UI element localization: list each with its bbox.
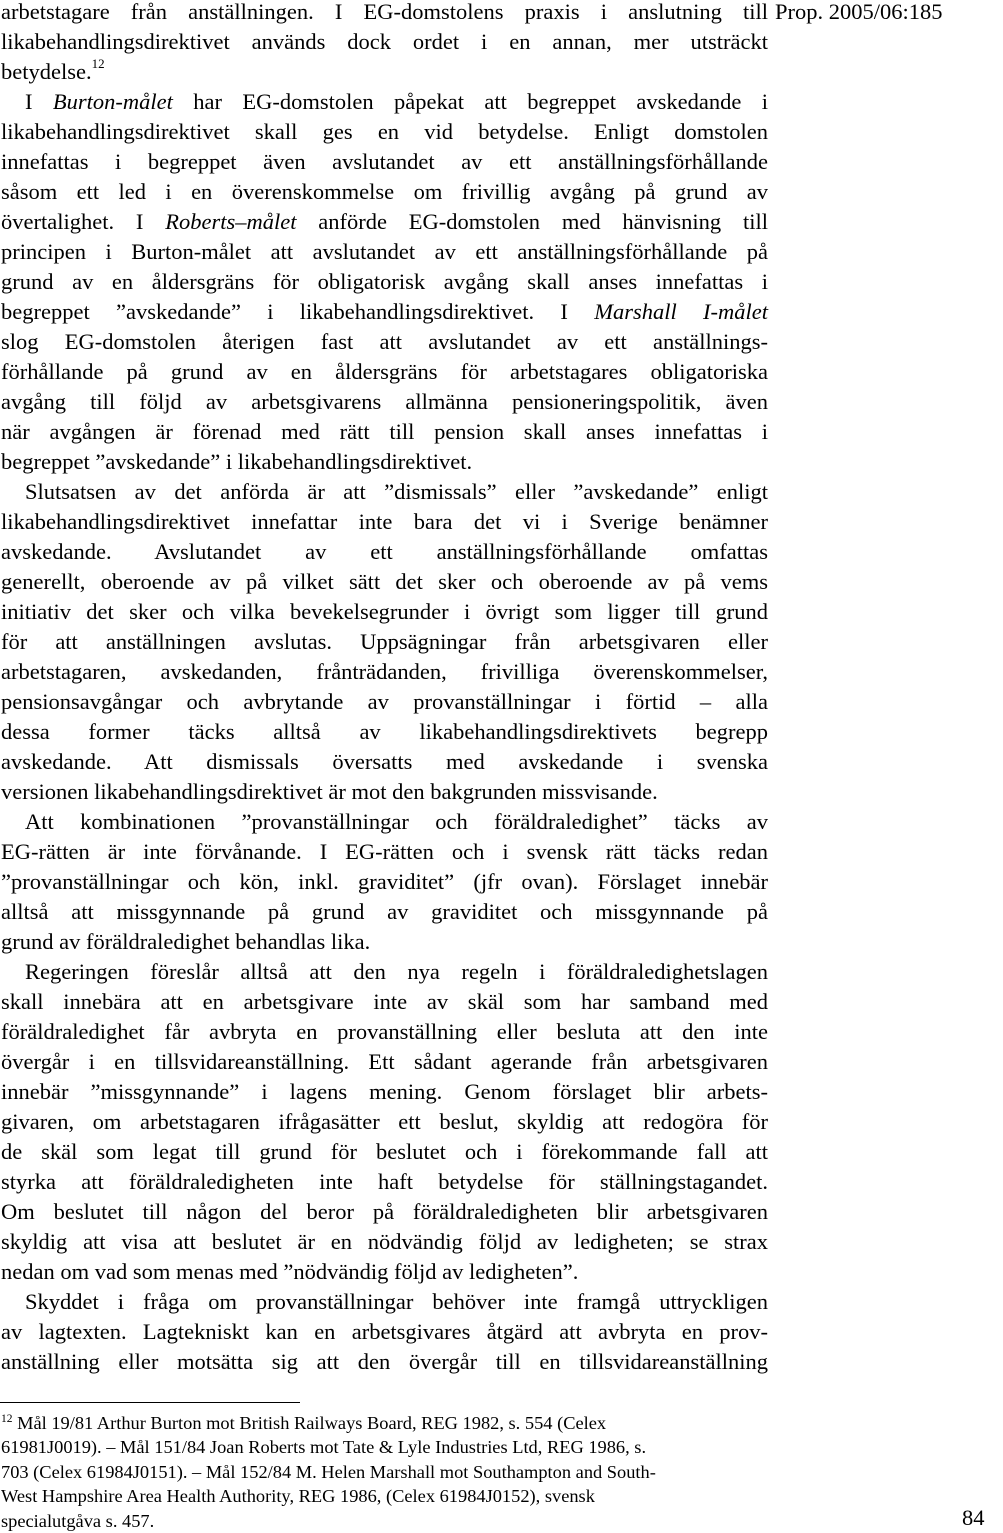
text-line: generellt, oberoende av på vilket sätt det sker och oberoende av på vems: [1, 569, 768, 594]
footnote-line: 703 (Celex 61984J0151). – Mål 152/84 M. Helen Marshall mot Southampton and South-: [1, 1461, 656, 1482]
footnote-number: 12: [1, 1413, 13, 1426]
text-line: för att anställningen avslutas. Uppsägningar från arbetsgivaren eller: [1, 629, 768, 654]
text-line: [1, 207, 768, 237]
text-line: principen i Burton-målet att avslutandet av ett anställningsförhållande på: [1, 239, 768, 264]
text-fragment: Mål 19/81 Arthur Burton mot British Railways Board, REG 1982, s. 554 (Celex: [17, 1413, 607, 1433]
footnote-line: [1, 1411, 761, 1435]
text-line: givaren, om arbetstagaren ifrågasätter ett beslut, skyldig att redogöra för: [1, 1109, 768, 1134]
text-line: Att kombinationen ”provanställningar och föräldraledighet” täcks av: [25, 809, 768, 834]
footnote-line: 61981J0019). – Mål 151/84 Joan Roberts mot Tate & Lyle Industries Ltd, REG 1986, s.: [1, 1437, 647, 1458]
footnote-reference[interactable]: 12: [91, 55, 105, 71]
text-line: såsom ett led i en överenskommelse om frivillig avgång på grund av: [1, 179, 768, 204]
text-line: övergår i en tillsvidareanställning. Ett sådant agerande från arbetsgivaren: [1, 1049, 768, 1074]
text-line: ”provanställningar och kön, inkl. graviditet” (jfr ovan). Förslaget innebär: [1, 869, 768, 894]
footnote-line: West Hampshire Area Health Authority, REG 1986, (Celex 61984J0152), svensk: [1, 1486, 595, 1507]
text-line: slog EG-domstolen återigen fast att avslutandet av ett anställnings-: [1, 329, 768, 354]
text-line: alltså att missgynnande på grund av graviditet och missgynnande på: [1, 899, 768, 924]
text-line: Slutsatsen av det anförda är att ”dismissals” eller ”avskedande” enligt: [25, 479, 768, 504]
text-line: nedan om vad som menas med ”nödvändig följd av ledigheten”.: [1, 1259, 579, 1284]
text-line: skyldig att visa att beslutet är en nödvändig följd av ledigheten; se strax: [1, 1229, 768, 1254]
text-line: Om beslutet till någon del beror på föräldraledigheten blir arbetsgivaren: [1, 1199, 768, 1224]
text-line: likabehandlingsdirektivet innefattar inte bara det vi i Sverige benämner: [1, 509, 768, 534]
text-line: de skäl som legat till grund för beslutet och i förekommande fall att: [1, 1139, 768, 1164]
text-line: av lagtexten. Lagtekniskt kan en arbetsgivares åtgärd att avbryta en prov-: [1, 1319, 768, 1344]
text-fragment: har EG-domstolen påpekat att begreppet avskedande i: [172, 89, 768, 114]
case-name: Marshall I-målet: [594, 299, 768, 324]
text-line: likabehandlingsdirektivet skall ges en vid betydelse. Enligt domstolen: [1, 119, 768, 144]
text-fragment: begreppet ”avskedande” i likabehandlingsdirektivet. I: [1, 299, 595, 324]
text-line: arbetstagare från anställningen. I EG-domstolens praxis i anslutning till: [1, 0, 768, 24]
text-line: förhållande på grund av en åldersgräns för arbetstagares obligatoriska: [1, 359, 768, 384]
footnotes: [1, 1411, 761, 1533]
footnote-separator: [0, 1402, 300, 1403]
text-line: EG-rätten är inte förvånande. I EG-rätten och i svensk rätt täcks redan: [1, 839, 768, 864]
text-fragment: betydelse.: [1, 59, 92, 84]
text-line: begreppet ”avskedande” i likabehandlingsdirektivet.: [1, 449, 473, 474]
text-fragment: I: [25, 89, 53, 114]
paragraph: [1, 477, 768, 807]
paragraph: [1, 0, 768, 87]
paragraph: [1, 87, 768, 477]
text-line: grund av föräldraledighet behandlas lika.: [1, 929, 371, 954]
case-name: Roberts–målet: [165, 209, 297, 234]
text-line: versionen likabehandlingsdirektivet är mot den bakgrunden missvisande.: [1, 779, 658, 804]
text-line: Regeringen föreslår alltså att den nya regeln i föräldraledighetslagen: [25, 959, 768, 984]
text-line: avskedande. Avslutandet av ett anställningsförhållande omfattas: [1, 539, 768, 564]
text-line: föräldraledighet får avbryta en provanställning eller besluta att den inte: [1, 1019, 768, 1044]
text-line: grund av en åldersgräns för obligatorisk avgång skall anses innefattas i: [1, 269, 768, 294]
text-line: [1, 57, 768, 87]
text-line: initiativ det sker och vilka bevekelsegrunder i övrigt som ligger till grund: [1, 599, 768, 624]
footnote-line: specialutgåva s. 457.: [1, 1510, 155, 1531]
text-line: [1, 297, 768, 327]
text-line: pensionsavgångar och avbrytande av provanställningar i förtid – alla: [1, 689, 768, 714]
text-line: dessa former täcks alltså av likabehandlingsdirektivets begrepp: [1, 719, 768, 744]
footnote: [1, 1411, 761, 1533]
text-line: arbetstagaren, avskedanden, frånträdanden, frivilliga överenskommelser,: [1, 659, 768, 684]
paragraph: [1, 957, 768, 1287]
text-fragment: övertalighet. I: [1, 209, 166, 234]
body-text: [1, 0, 768, 1377]
text-fragment: anförde EG-domstolen med hänvisning till: [296, 209, 768, 234]
text-line: anställning eller motsätta sig att den övergår till en tillsvidareanställning: [1, 1349, 768, 1374]
text-line: innefattas i begreppet även avslutandet av ett anställningsförhållande: [1, 149, 768, 174]
case-name: Burton-målet: [52, 89, 173, 114]
text-line: styrka att föräldraledigheten inte haft betydelse för ställningstagandet.: [1, 1169, 768, 1194]
text-line: när avgången är förenad med rätt till pension skall anses innefattas i: [1, 419, 768, 444]
paragraph: [1, 807, 768, 957]
text-line: likabehandlingsdirektivet används dock ordet i en annan, mer utsträckt: [1, 29, 768, 54]
text-line: innebär ”missgynnande” i lagens mening. Genom förslaget blir arbets-: [1, 1079, 768, 1104]
text-line: [1, 87, 768, 117]
text-line: skall innebära att en arbetsgivare inte av skäl som har samband med: [1, 989, 768, 1014]
paragraph: [1, 1287, 768, 1377]
text-line: avskedande. Att dismissals översatts med avskedande i svenska: [1, 749, 768, 774]
text-line: Skyddet i fråga om provanställningar behöver inte framgå uttryckligen: [25, 1289, 768, 1314]
page-number: 84: [962, 1505, 985, 1530]
document-reference: Prop. 2005/06:185: [775, 0, 943, 24]
text-line: avgång till följd av arbetsgivarens allmänna pensioneringspolitik, även: [1, 389, 768, 414]
